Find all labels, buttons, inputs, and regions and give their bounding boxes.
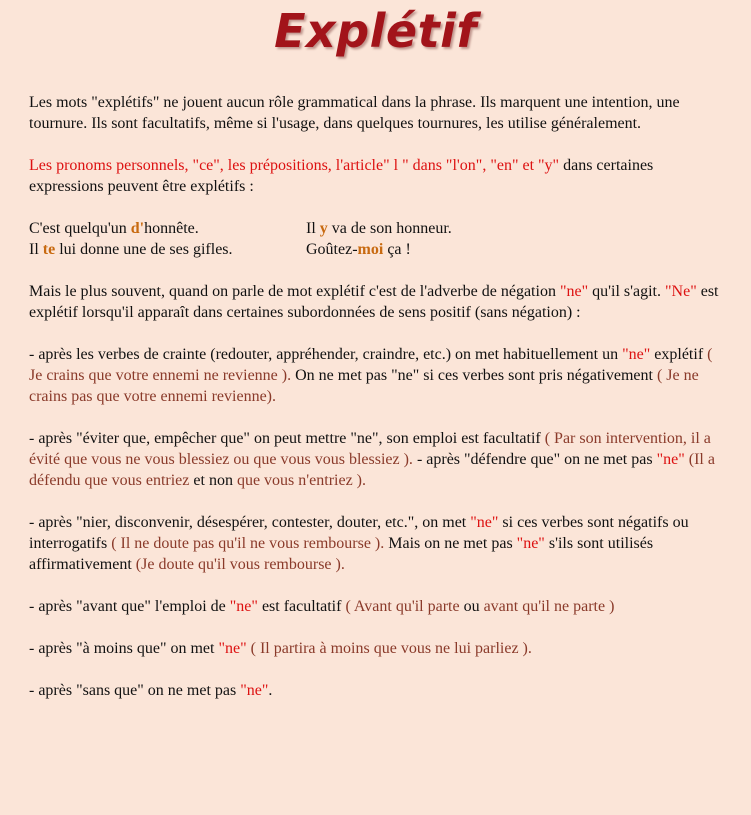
example-a-moins: ( Il partira à moins que vous ne lui parliez ). <box>246 640 532 657</box>
bullet-avant-que: - après "avant que" l'emploi de "ne" est facultatif ( Avant qu'il parte ou avant qu'il ne parte ) <box>29 598 615 615</box>
example-defendre: (Il a défendu que vous entriez <box>29 451 715 489</box>
page-title: Explétif <box>274 4 477 58</box>
example-row-2 <box>29 239 724 260</box>
bullet-eviter: - après "éviter que, empêcher que" on peut mettre "ne", son emploi est facultatif ( Par son intervention, il a évité que vous ne vous blessiez ou que vous vous blessiez ). - après "défendre que" on ne met pas "ne" (Il a défendu que vous entriez et non que vous n'entriez ). <box>29 430 715 489</box>
example-nier-affirm: (Je doute qu'il vous rembourse ). <box>135 556 345 573</box>
example-eviter: ( Par son intervention, il a évité que vous ne vous blessiez ou que vous vous blessiez ). <box>29 430 711 468</box>
pronouns-highlight: Les pronoms personnels, "ce", les prépositions, l'article" l " dans "l'on", "en" et "y" <box>29 157 560 174</box>
example-avant-1: ( Avant qu'il parte <box>345 598 460 615</box>
intro-paragraph: Les mots "explétifs" ne jouent aucun rôle grammatical dans la phrase. Ils marquent une intention, une tournure. Ils sont facultatifs, même si l'usage, dans quelques tournures, les utilise généralement. <box>29 94 680 132</box>
examples-block <box>29 218 724 260</box>
bullet-a-moins-que: - après "à moins que" on met "ne" ( Il partira à moins que vous ne lui parliez ). <box>29 640 532 657</box>
document-body <box>29 92 724 722</box>
example-1a: C'est quelqu'un d'honnête. <box>29 220 199 237</box>
pronouns-paragraph <box>29 155 724 197</box>
example-1b: Il y va de son honneur. <box>306 220 452 237</box>
example-2b: Goûtez-moi ça ! <box>306 241 411 258</box>
bullet-sans-que: - après "sans que" on ne met pas "ne". <box>29 682 273 699</box>
pronouns-rest: dans certaines expressions peuvent être explétifs : <box>29 157 654 195</box>
example-nier: ( Il ne doute pas qu'il ne vous rembourse ). <box>111 535 385 552</box>
example-crainte-neg: ( Je ne crains pas que votre ennemi revienne). <box>29 367 699 405</box>
example-defendre-neg: que vous n'entriez ). <box>236 472 366 489</box>
example-avant-2: avant qu'il ne parte ) <box>483 598 615 615</box>
example-crainte: ( Je crains que votre ennemi ne revienne ). <box>29 346 713 384</box>
example-row-1 <box>29 218 724 239</box>
example-2a: Il te lui donne une de ses gifles. <box>29 241 233 258</box>
bullet-nier: - après "nier, disconvenir, désespérer, contester, douter, etc.", on met "ne" si ces verbes sont négatifs ou interrogatifs ( Il ne doute pas qu'il ne vous rembourse ). Mais on ne met pas "ne" s'ils sont utilisés affirmativement (Je doute qu'il vous rembourse ). <box>29 514 689 573</box>
ne-paragraph: Mais le plus souvent, quand on parle de mot explétif c'est de l'adverbe de négation "ne" qu'il s'agit. "Ne" est explétif lorsqu'il apparaît dans certaines subordonnées de sens positif (sans négation) : <box>29 283 719 321</box>
bullet-crainte: - après les verbes de crainte (redouter, appréhender, craindre, etc.) on met habituellement un "ne" explétif ( Je crains que votre ennemi ne revienne ). On ne met pas "ne" si ces verbes sont pris négativement ( Je ne crains pas que votre ennemi revienne). <box>29 346 713 405</box>
